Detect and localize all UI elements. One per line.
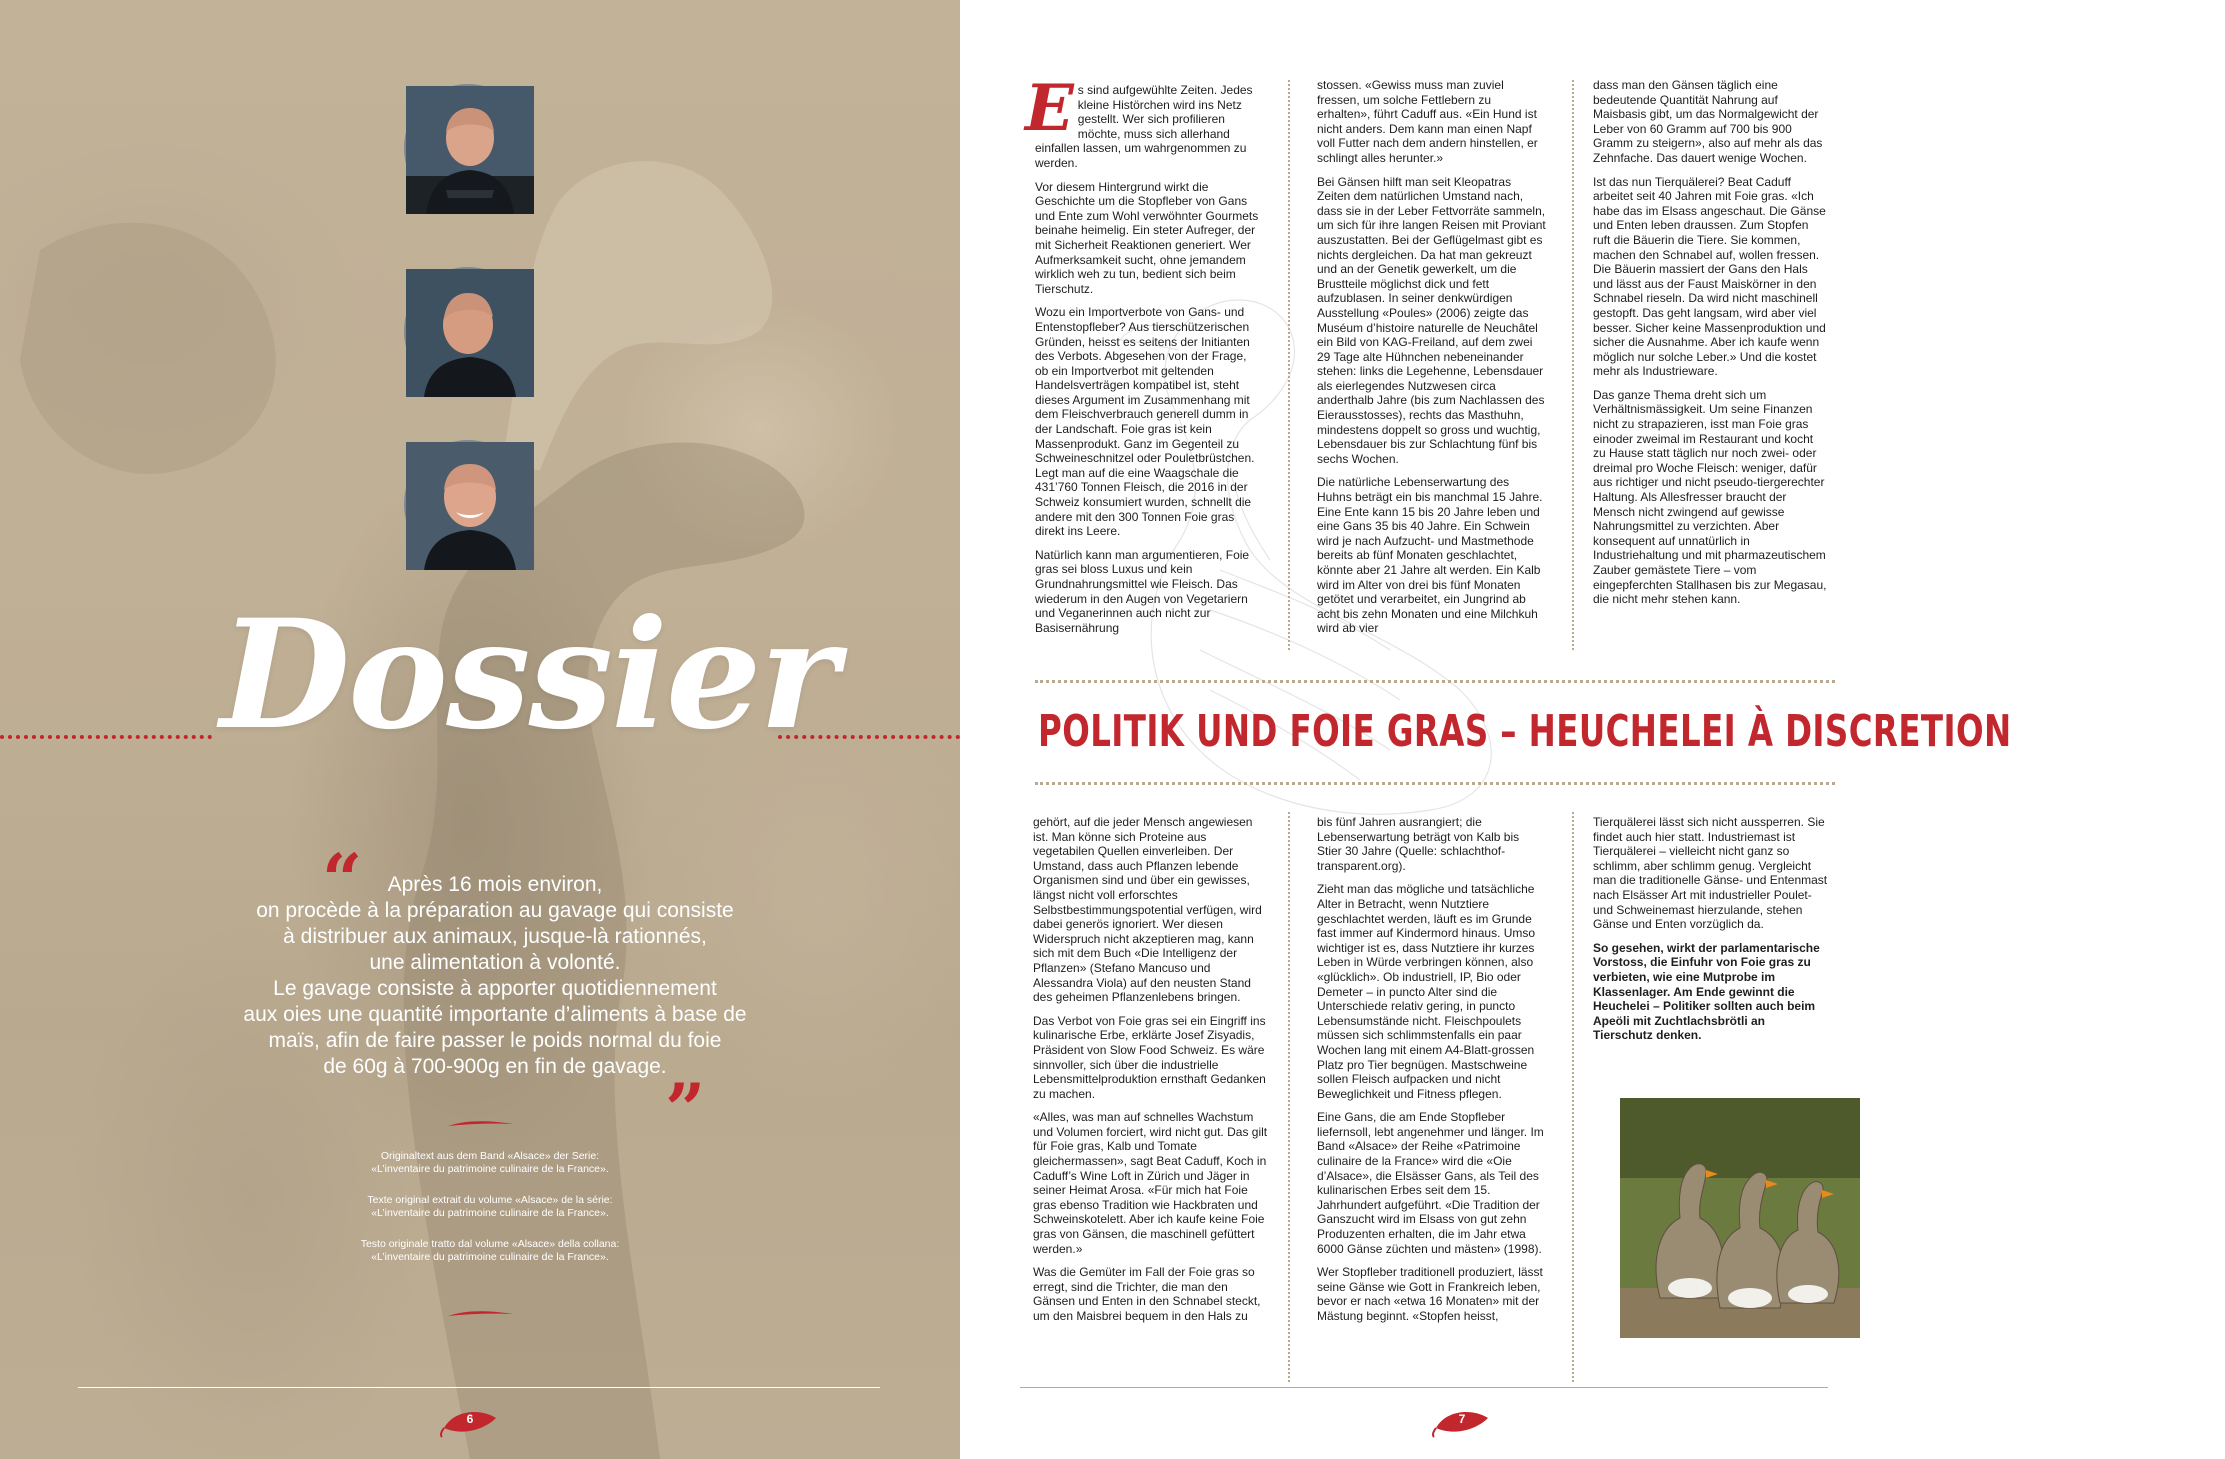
chef-portrait-photo	[404, 267, 532, 395]
quote-line: de 60g à 700-900g en fin de gavage.	[323, 1055, 667, 1078]
geese-photo	[1620, 1098, 1860, 1338]
page-number: 6	[466, 1412, 474, 1426]
paragraph: Zieht man das mögliche und tatsächliche Alter in Betracht, wenn Nutztiere geschlachtet werden, läuft es im Grunde fast immer auf Kindermord hinaus. Umso wichtiger ist es, dass Nutztiere ihr kurzes Leben in Würde verbringen können, also «glücklich». Ob industriell, IP, Bio oder Demeter – in puncto Alter sind die Unterschiede relativ gering, in puncto Lebensumstände nicht. Fleischpoulets müssen sich schlimmstenfalls ein paar Wochen lang mit einem A4-Blatt-grossen Platz pro Tier begnügen. Mastschweine sollen Fleisch aufpacken und nicht Beweglichkeit und Fitness pflegen.	[1317, 882, 1536, 1101]
source-note: Texte original extrait du volume «Alsace» de la série: «L’inventaire du patrimoine culinaire de la France».	[367, 1194, 613, 1219]
paragraph: gehört, auf die jeder Mensch angewiesen ist. Man könne sich Proteine aus vegetabilen Quellen einverleiben. Der Umstand, dass auch Pflanzen lebende Organismen sind und über ein gewisses, längst nicht voll erforschtes Selbstbestimmungspotential verfügen, wird dabei generös ignoriert. Wer diesen Widerspruch nicht akzeptieren mag, kann sich mit dem Buch «Die Intelligenz der Pflanzen» (Stefano Mancuso und Alessandra Viola) auf den neusten Stand des geheimen Pflanzenlebens bringen.	[1033, 815, 1262, 1005]
chef-portrait-photo	[404, 84, 532, 212]
paragraph: Es sind aufgewühlte Zeiten. Jedes kleine Histörchen wird ins Netz gestellt. Wer sich profilieren möchte, muss sich allerhand einfallen lassen, um wahrgenommen zu werden.	[1025, 71, 1253, 170]
column-divider	[1288, 812, 1290, 1382]
portrait-photo-icon	[406, 269, 534, 397]
quote-line: on procède à la préparation au gavage qui consiste	[256, 899, 734, 922]
paragraph: dass man den Gänsen täglich eine bedeutende Quantität Nahrung auf Maisbasis gibt, um das Normalgewicht der Leber von 60 Gramm auf 700 bis 900 Gramm zu steigern», also auf mehr als das Zehnfache. Das dauert wenige Wochen.	[1593, 78, 1823, 165]
article-column	[1593, 78, 1828, 655]
paragraph: Vor diesem Hintergrund wirkt die Geschichte um die Stopfleber von Gans und Ente zum Wohl verwöhnter Gourmets beinahe heimelig. Ein steter Aufreger, der mit Sicherheit Reaktionen generiert. Wer Aufmerksamkeit sucht, ohne jemandem wirklich weh zu tun, bedient sich beim Tierschutz.	[1035, 179, 1259, 296]
paragraph: Ist das nun Tierquälerei? Beat Caduff arbeitet seit 40 Jahren mit Foie gras. «Ich habe das im Elsass angeschaut. Die Gänse und Enten leben draussen. Zum Stopfen ruft die Bäuerin die Tiere. Sie kommen, machen den Schnabel auf, wollen fressen. Die Bäuerin massiert der Gans den Hals und lässt aus der Faust Maiskörner in den Schnabel rieseln. Da wird nicht maschinell gestopft. Das geht langsam, wird aber viel besser. Sicher keine Massenproduktion und sicher die Ausnahme. Aber ich kaufe wenn möglich nur solche Leber.» Und die kostet mehr als Industrieware.	[1593, 174, 1826, 379]
paragraph: Wozu ein Importverbote von Gans- und Entenstopfleber? Aus tierschützerischen Gründen, heisst es seitens der Initianten des Verbots. Abgesehen von der Frage, ob ein Importverbot mit geltenden Handelsverträgen kompatibel ist, steht dieses Argument im Zusammenhang mit dem Fleischverbrauch generell dumm in der Landschaft. Foie gras ist kein Massenprodukt. Ganz im Gegenteil zu Schweineschnitzel oder Pouletbrüstchen. Legt man auf die eine Waagschale die 431’760 Tonnen Fleisch, die 2016 in der Schweiz konsumiert wurden, schnellt die andere mit den 300 Tonnen Foie gras direkt ins Leere.	[1035, 305, 1255, 539]
right-page	[960, 0, 2012, 1459]
closing-paragraph: So gesehen, wirkt der parlamentarische Vorstoss, die Einfuhr von Foie gras zu verbieten, wie eine Mutprobe im Klassenlager. Am Ende gewinnt die Heuchelei – Politiker sollten auch beim Apeöli mit Zuchtlachsbrötli an Tierschutz denken.	[1593, 940, 1820, 1043]
dotted-rule	[0, 735, 212, 739]
paragraph: «Alles, was man auf schnelles Wachstum und Volumen forciert, wird nicht gut. Das gilt für Foie gras, Kalb und Tomate gleichermassen», sagt Beat Caduff, Koch in Caduff’s Wine Loft in Zürich und Jäger in seiner Heimat Arosa. «Für mich hat Foie gras ebenso Tradition wie Hackbraten und Schweinskotelett. Aber ich kaufe keine Foie gras von Gänsen, die maschinell gefüttert werden.»	[1033, 1110, 1268, 1256]
quote-line: Après 16 mois environ,	[387, 873, 603, 896]
column-divider	[1572, 80, 1574, 650]
column-divider	[1288, 80, 1290, 650]
article-headline: POLITIK UND FOIE GRAS – HEUCHELEI À DISCRETION	[1038, 706, 2012, 757]
paragraph: Natürlich kann man argumentieren, Foie gras sei bloss Luxus und kein Grundnahrungsmittel wie Fleisch. Das wiederum in den Augen von Vegetariern und Veganerinnen auch nicht zur Basisernährung	[1035, 547, 1250, 635]
footer-rule	[1020, 1387, 1828, 1388]
paragraph: Was die Gemüter im Fall der Foie gras so erregt, sind die Trichter, die man den Gänsen und Enten in den Schnabel steckt, um den Maisbrei bequem in den Hals zu	[1033, 1265, 1261, 1323]
quote-line: Le gavage consiste à apporter quotidiennement	[273, 977, 717, 1000]
source-note: Testo originale tratto dal volume «Alsace» della collana: «L’inventaire du patrimoine culinaire de la France».	[360, 1238, 620, 1263]
red-swash-icon	[446, 1118, 516, 1130]
article-column	[1317, 815, 1547, 1382]
column-divider	[1572, 812, 1574, 1382]
page-number-badge	[1432, 1404, 1492, 1438]
dotted-rule	[1035, 680, 1835, 683]
article-column	[1025, 71, 1259, 655]
red-swash-icon	[446, 1308, 516, 1320]
dossier-title: Dossier	[220, 587, 837, 763]
paragraph: Bei Gänsen hilft man seit Kleopatras Zeiten dem natürlichen Umstand nach, dass sie in der Leber Fettvorräte sammeln, um sich für ihre langen Reisen mit Proviant auszustatten. Bei der Geflügelmast gibt es nichts dergleichen. Da hat man gekreuzt und an der Genetik gewerkelt, um die Brustteile möglichst dick und fett aufzublasen. In seiner denkwürdigen Ausstellung «Poules» (2006) zeigte das Muséum d’histoire naturelle de Neuchâtel ein Bild von KAG-Freiland, auf dem zwei 29 Tage alte Hühnchen nebeneinander stehen: links die Legehenne, Lebensdauer als eierlegendes Nutzwesen circa anderthalb Jahre (bis zum Nachlassen des Eierausstosses), rechts das Masthuhn, mindestens doppelt so gross und wuchtig, Lebensdauer bis zur Schlachtung fünf bis sechs Wochen.	[1317, 174, 1546, 466]
article-column	[1033, 815, 1269, 1382]
quote-line: une alimentation à volonté.	[369, 951, 621, 974]
quote-line: à distribuer aux animaux, jusque-là rationnés,	[283, 925, 707, 948]
paragraph: Tierquälerei lässt sich nicht aussperren. Sie findet auch hier statt. Industriemast ist Tierquälerei – vielleicht nicht ganz so schlimm, aber schlimm genug. Vergleicht man die traditionelle Gänse- und Entenmast nach Elsässer Art mit industrieller Poulet- und Schweinemast hierzulande, stehen Gänse und Enten vorzüglich da.	[1593, 815, 1828, 932]
paragraph: Eine Gans, die am Ende Stopfleber liefernsoll, lebt angenehmer und länger. Im Band «Alsace» der Reihe «Patrimoine culinaire de la France» wird die «Oie d’Alsace», die Elsässer Gans, als Teil des kulinarischen Erbes seit dem 15. Jahrhundert aufgeführt. «Die Tradition der Ganszucht wird im Elsass von gut zehn Produzenten erhalten, die im Jahr etwa 6000 Gänse züchten und mästen» (1998).	[1317, 1110, 1544, 1256]
footer-rule	[78, 1387, 880, 1388]
paragraph: Wer Stopfleber traditionell produziert, lässt seine Gänse wie Gott in Frankreich leben, bevor er nach «etwa 16 Monaten» mit der Mästung beginnt. «Stopfen heisst,	[1317, 1265, 1543, 1323]
page-number-badge	[440, 1404, 500, 1438]
goose-photo-icon	[1620, 1098, 1860, 1338]
article-column	[1593, 815, 1828, 1075]
paragraph: bis fünf Jahren ausrangiert; die Lebenserwartung beträgt von Kalb bis Stier 30 Jahre (Quelle: schlachthof-transparent.org).	[1317, 815, 1520, 873]
paragraph: Das Verbot von Foie gras sei ein Eingriff ins kulinarische Erbe, erklärte Josef Zisyadis, Präsident von Slow Food Schweiz. Es wäre sinnvoller, sich über die industrielle Lebensmittelproduktion ernsthaft Gedanken zu machen.	[1033, 1013, 1266, 1101]
chef-portrait-photo	[404, 440, 532, 568]
paragraph: Das ganze Thema dreht sich um Verhältnismässigkeit. Um seine Finanzen nicht zu strapazieren, isst man Foie gras einoder zweimal im Restaurant und kocht zu Hause statt täglich nur noch zwei- oder dreimal pro Woche Fleisch: weniger, dafür aus richtiger und nicht pseudo-tiergerechter Haltung. Als Allesfresser braucht der Mensch nicht zwingend auf gewisse Nahrungsmittel zu verzichten. Aber konsequent auf unnatürlich in Industriehaltung und mit pharmazeutischem Zauber gemästete Tiere – vom eingepferchten Stallhasen bis zur Megasau, die nicht mehr stehen kann.	[1593, 387, 1827, 607]
paragraph: Die natürliche Lebenserwartung des Huhns beträgt ein bis manchmal 15 Jahre. Eine Ente kann 15 bis 20 Jahre leben und eine Gans 35 bis 40 Jahre. Ein Schwein wird je nach Aufzucht- und Mastmethode bereits ab fünf Monaten geschlachtet, könnte aber 21 Jahre alt werden. Ein Kalb wird im Alter von drei bis fünf Monaten getötet und verarbeitet, ein Jungrind ab acht bis zehn Monaten und eine Milchkuh wird ab vier	[1317, 475, 1543, 636]
portrait-photo-icon	[406, 442, 534, 570]
open-quote-mark: “	[322, 838, 363, 921]
source-notes	[300, 1150, 680, 1282]
drop-cap: E	[1025, 71, 1074, 146]
quote-line: maïs, afin de faire passer le poids normal du foie	[268, 1029, 722, 1052]
pull-quote	[200, 872, 790, 1080]
close-quote-mark: ”	[665, 1068, 706, 1151]
source-note: Originaltext aus dem Band «Alsace» der Serie: «L’inventaire du patrimoine culinaire de la France».	[371, 1150, 609, 1175]
page-number: 7	[1458, 1412, 1466, 1426]
paragraph: stossen. «Gewiss muss man zuviel fressen, um solche Fettlebern zu erhalten», führt Caduff aus. «Ein Hund ist nicht anders. Dem kann man einen Napf voll Futter nach dem andern hinstellen, er schlingt alles herunter.»	[1317, 78, 1538, 165]
quote-line: aux oies une quantité importante d’aliments à base de	[243, 1003, 747, 1026]
portrait-photo-icon	[406, 86, 534, 214]
dotted-rule	[1035, 782, 1835, 785]
article-column	[1317, 78, 1547, 655]
left-page	[0, 0, 960, 1459]
dotted-rule	[778, 735, 960, 739]
